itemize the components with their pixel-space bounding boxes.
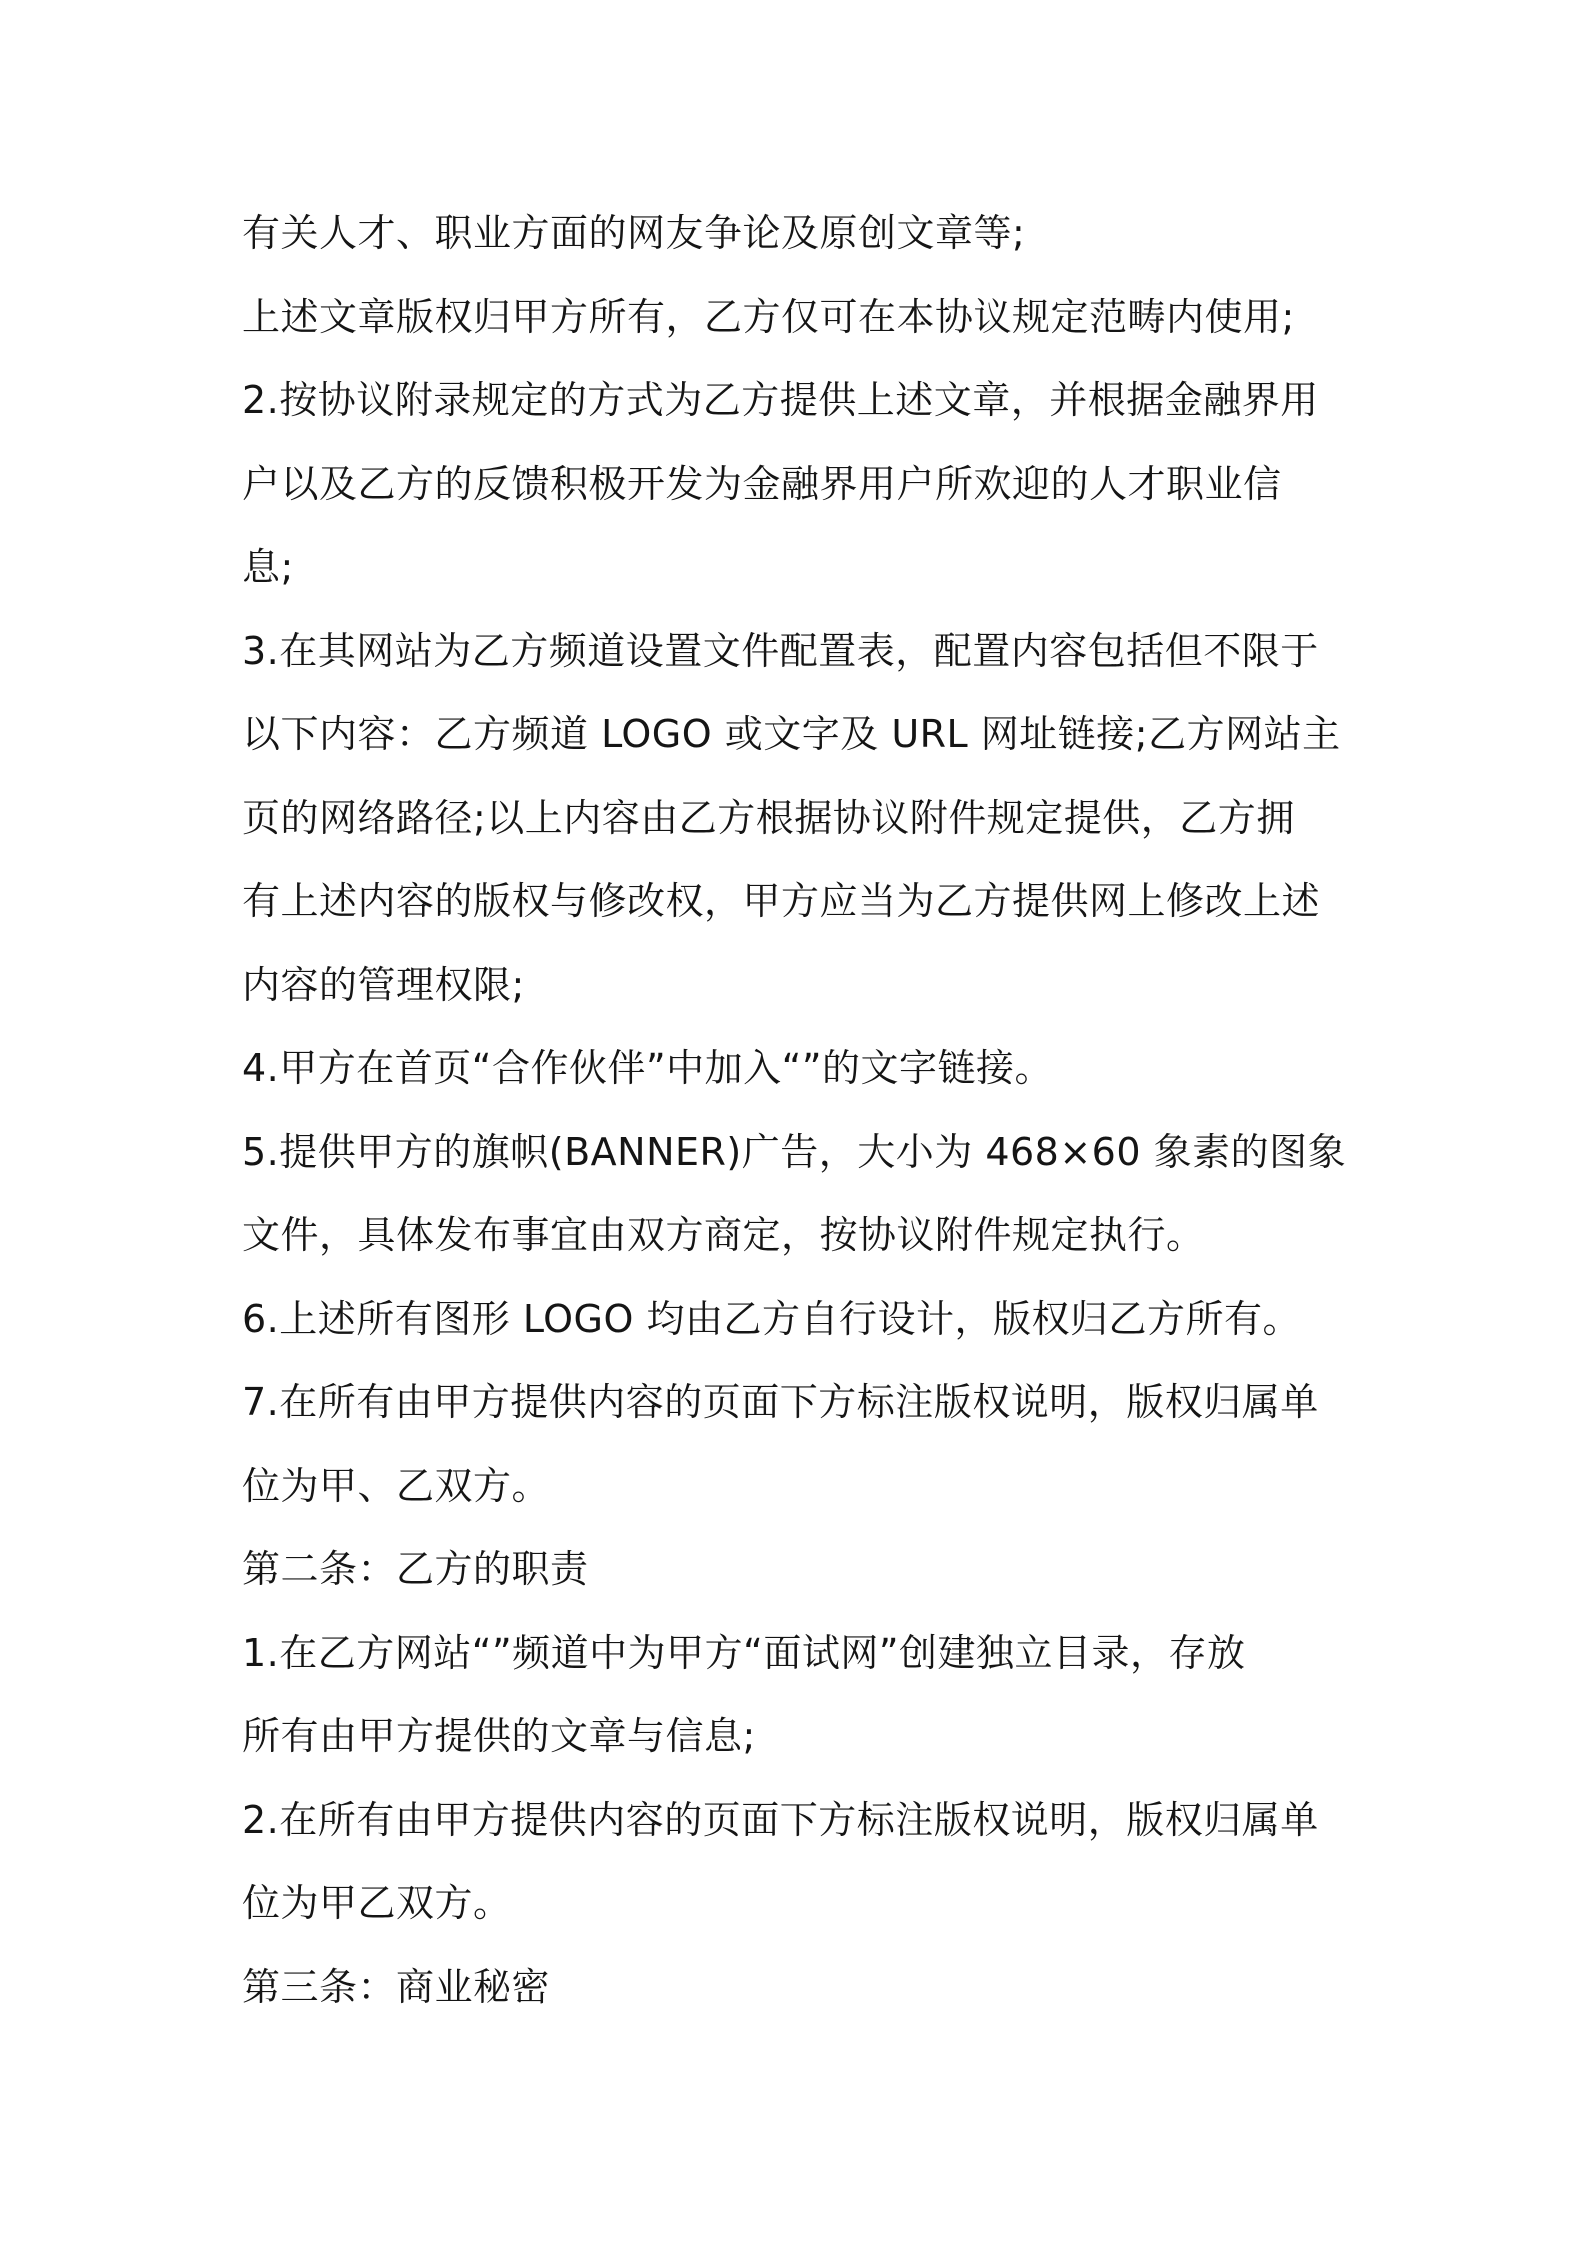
text-line: 4.甲方在首页“合作伙伴”中加入“”的文字链接。 <box>242 1046 1054 1090</box>
text-line: 位为甲乙双方。 <box>242 1881 512 1925</box>
text-line: 3.在其网站为乙方频道设置文件配置表，配置内容包括但不限于 <box>242 628 1319 673</box>
text-line: 1.在乙方网站“”频道中为甲方“面试网”创建独立目录，存放 <box>242 1630 1246 1675</box>
text-line: 有关人才、职业方面的网友争论及原创文章等; <box>242 211 1026 255</box>
text-line: 页的网络路径;以上内容由乙方根据协议附件规定提供，乙方拥 <box>242 795 1295 840</box>
section-heading: 第二条：乙方的职责 <box>242 1547 589 1591</box>
text-line: 文件，具体发布事宜由双方商定，按协议附件规定执行。 <box>242 1213 1205 1257</box>
text-line: 息; <box>242 545 294 589</box>
text-line: 上述文章版权归甲方所有，乙方仅可在本协议规定范畴内使用; <box>242 294 1295 339</box>
text-line: 以下内容：乙方频道 LOGO 或文字及 URL 网址链接;乙方网站主 <box>242 712 1341 756</box>
text-line: 6.上述所有图形 LOGO 均由乙方自行设计，版权归乙方所有。 <box>242 1296 1301 1341</box>
text-line: 位为甲、乙双方。 <box>242 1463 551 1508</box>
text-line: 有上述内容的版权与修改权，甲方应当为乙方提供网上修改上述 <box>242 879 1321 923</box>
document-body <box>242 192 1362 2029</box>
section-heading: 第三条：商业秘密 <box>242 1964 551 2009</box>
text-line: 2.按协议附录规定的方式为乙方提供上述文章，并根据金融界用 <box>242 378 1319 422</box>
text-line: 户以及乙方的反馈积极开发为金融界用户所欢迎的人才职业信 <box>242 461 1282 506</box>
text-line: 2.在所有由甲方提供内容的页面下方标注版权说明，版权归属单 <box>242 1797 1319 1842</box>
text-line: 7.在所有由甲方提供内容的页面下方标注版权说明，版权归属单 <box>242 1380 1319 1424</box>
text-line: 所有由甲方提供的文章与信息; <box>242 1714 756 1758</box>
text-line: 内容的管理权限; <box>242 962 525 1007</box>
text-line: 5.提供甲方的旗帜(BANNER)广告，大小为 468×60 象素的图象 <box>242 1129 1347 1174</box>
